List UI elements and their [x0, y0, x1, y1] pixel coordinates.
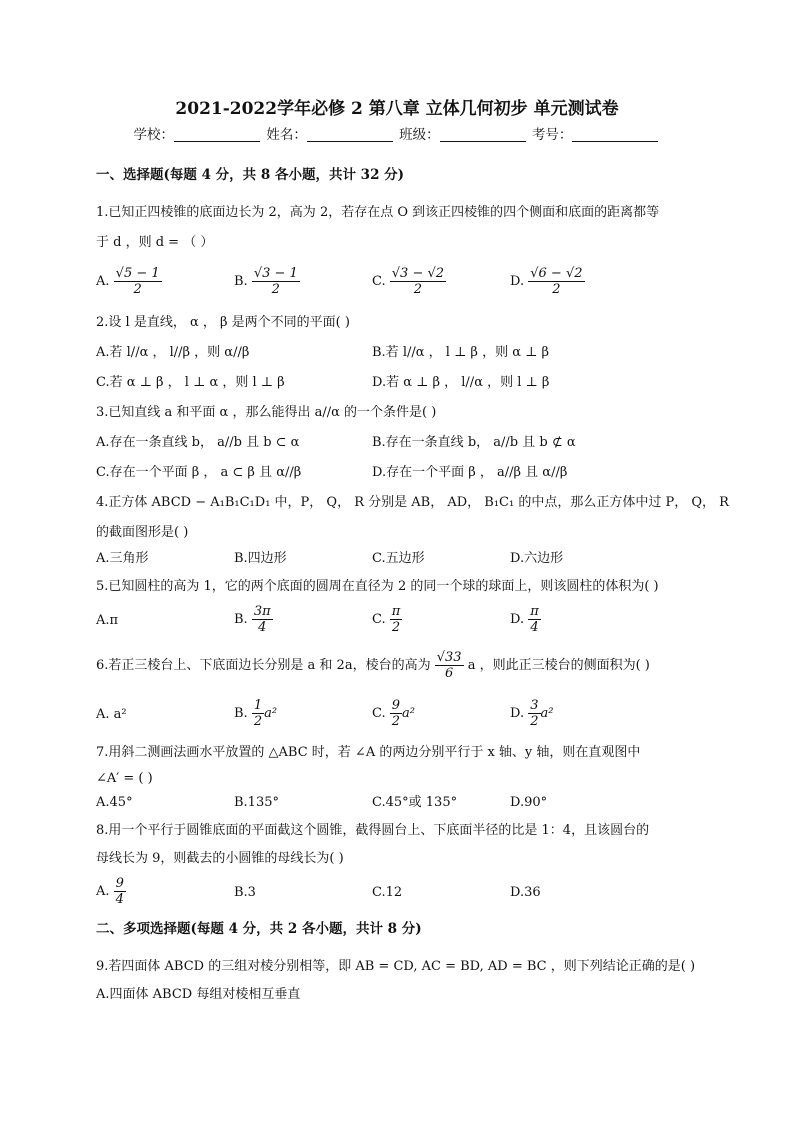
- q9-stem: 9.若四面体 ABCD 的三组对棱分别相等，即 AB = CD, AC = BD, AD = BC ，则下列结论正确的是( ): [96, 959, 696, 974]
- q1-stem-line1: 1.已知正四棱锥的底面边长为 2，高为 2，若存在点 O 到该正四棱锥的四个侧面和底面的距离都等: [96, 205, 660, 220]
- q5-option-c[interactable]: C. $\frac{\pi}{2}$: [372, 604, 401, 635]
- q6-option-a[interactable]: A. a²: [96, 707, 127, 722]
- q3-stem: 3.已知直线 a 和平面 α ，那么能得出 a//α 的一个条件是( ): [96, 405, 437, 420]
- section-heading-single-choice: 一、选择题(每题 4 分，共 8 各小题，共计 32 分): [96, 167, 405, 183]
- q2-option-a[interactable]: A.若 l//α ， l//β ，则 α//β: [96, 345, 250, 360]
- q8-option-b[interactable]: B.3: [234, 885, 256, 900]
- q1-option-d[interactable]: D. $\frac{√6 - √2}{2}$: [510, 266, 583, 297]
- q2-option-d[interactable]: D.若 α ⊥ β ， l//α ，则 l ⊥ β: [372, 375, 550, 390]
- q4-option-b[interactable]: B.四边形: [234, 551, 287, 566]
- q6-option-d[interactable]: D. $\frac{3}{2}$ a²: [510, 698, 554, 729]
- q5-option-d[interactable]: D. $\frac{\pi}{4}$: [510, 604, 539, 635]
- q2-option-c[interactable]: C.若 α ⊥ β ， l ⊥ α ，则 l ⊥ β: [96, 375, 285, 390]
- school-label: 学校：: [133, 127, 175, 143]
- class-label: 班级：: [399, 127, 440, 143]
- q3-option-d[interactable]: D.存在一个平面 β ， a//β 且 α//β: [372, 465, 568, 480]
- q7-option-b[interactable]: B.135°: [234, 795, 279, 810]
- q4-stem-line2: 的截面图形是( ): [96, 525, 189, 540]
- q1-option-c[interactable]: C. $\frac{√3 - √2}{2}$: [372, 266, 445, 297]
- q4-option-c[interactable]: C.五边形: [372, 551, 425, 566]
- q5-option-a[interactable]: A.π: [96, 613, 119, 628]
- q4-option-d[interactable]: D.六边形: [510, 551, 564, 566]
- q1-a-fraction: $\frac{√5 - 1}{2}$: [115, 266, 160, 297]
- q8-stem-line1: 8.用一个平行于圆锥底面的平面截这个圆锥，截得圆台上、下底面半径的比是 1：4，且该圆台的: [96, 823, 650, 838]
- q6-stem: 6.若正三棱台上、下底面边长分别是 a 和 2a，棱台的高为 $\frac{√33}{6}$ a ，则此正三棱台的侧面积为( ): [96, 650, 650, 681]
- q1-option-b[interactable]: B. $\frac{√3 - 1}{2}$: [234, 266, 298, 297]
- q6-height-fraction: $\frac{√33}{6}$: [436, 650, 462, 681]
- q4-stem-line1: 4.正方体 ABCD − A₁B₁C₁D₁ 中，P， Q， R 分别是 AB， AD， B₁C₁ 的中点，那么正方体中过 P， Q， R: [96, 495, 729, 510]
- q3-option-b[interactable]: B.存在一条直线 b， a//b 且 b ⊄ α: [372, 435, 576, 450]
- q6-c-fraction: $\frac{9}{2}$: [391, 698, 401, 729]
- q8-option-c[interactable]: C.12: [372, 885, 403, 900]
- school-blank[interactable]: [174, 127, 260, 142]
- q8-option-d[interactable]: D.36: [510, 885, 541, 900]
- q2-option-b[interactable]: B.若 l//α ， l ⊥ β ，则 α ⊥ β: [372, 345, 549, 360]
- q6-option-b[interactable]: B. $\frac{1}{2}$ a²: [234, 698, 278, 729]
- q1-stem-line2: 于 d ，则 d = （ ）: [96, 235, 214, 250]
- name-blank[interactable]: [307, 127, 393, 142]
- q7-option-c[interactable]: C.45°或 135°: [372, 795, 458, 810]
- student-info-line: [0, 126, 794, 144]
- q5-d-fraction: $\frac{\pi}{4}$: [530, 604, 539, 635]
- number-label: 考号：: [531, 127, 573, 143]
- q9-option-a[interactable]: A.四面体 ABCD 每组对棱相互垂直: [96, 987, 301, 1002]
- q3-option-c[interactable]: C.存在一个平面 β ， a ⊂ β 且 α//β: [96, 465, 302, 480]
- q1-d-fraction: $\frac{√6 - √2}{2}$: [530, 266, 583, 297]
- number-blank[interactable]: [572, 127, 658, 142]
- q3-option-a[interactable]: A.存在一条直线 b， a//b 且 b ⊂ α: [96, 435, 300, 450]
- q6-b-fraction: $\frac{1}{2}$: [253, 698, 263, 729]
- q7-option-a[interactable]: A.45°: [96, 795, 133, 810]
- q8-a-fraction: $\frac{9}{4}$: [115, 876, 124, 907]
- q1-c-fraction: $\frac{√3 - √2}{2}$: [391, 266, 445, 297]
- q7-stem-line2: ∠A′ = ( ): [96, 771, 153, 786]
- q4-option-a[interactable]: A.三角形: [96, 551, 149, 566]
- q2-stem: 2.设 l 是直线， α ， β 是两个不同的平面( ): [96, 315, 350, 330]
- q1-b-fraction: $\frac{√3 - 1}{2}$: [253, 266, 298, 297]
- section-heading-multiple-choice: 二、多项选择题(每题 4 分，共 2 各小题，共计 8 分): [96, 921, 422, 937]
- q7-option-d[interactable]: D.90°: [510, 795, 548, 810]
- q8-stem-line2: 母线长为 9，则截去的小圆锥的母线长为( ): [96, 851, 344, 866]
- q8-option-a[interactable]: A. $\frac{9}{4}$: [96, 876, 124, 907]
- name-label: 姓名：: [266, 127, 307, 143]
- q1-option-a[interactable]: A. $\frac{√5 - 1}{2}$: [96, 266, 160, 297]
- page-title: 2021-2022学年必修 2 第八章 立体几何初步 单元测试卷: [175, 99, 619, 119]
- q5-stem: 5.已知圆柱的高为 1，它的两个底面的圆周在直径为 2 的同一个球的球面上，则该圆柱的体积为( ): [96, 579, 659, 594]
- q5-option-b[interactable]: B. $\frac{3\pi}{4}$: [234, 604, 271, 635]
- q6-d-fraction: $\frac{3}{2}$: [530, 698, 539, 729]
- class-blank[interactable]: [440, 127, 526, 142]
- q5-c-fraction: $\frac{\pi}{2}$: [391, 604, 401, 635]
- q7-stem-line1: 7.用斜二测画法画水平放置的 △ABC 时，若 ∠A 的两边分别平行于 x 轴、y 轴，则在直观图中: [96, 745, 641, 760]
- q6-option-c[interactable]: C. $\frac{9}{2}$ a²: [372, 698, 416, 729]
- q5-b-fraction: $\frac{3\pi}{4}$: [253, 604, 271, 635]
